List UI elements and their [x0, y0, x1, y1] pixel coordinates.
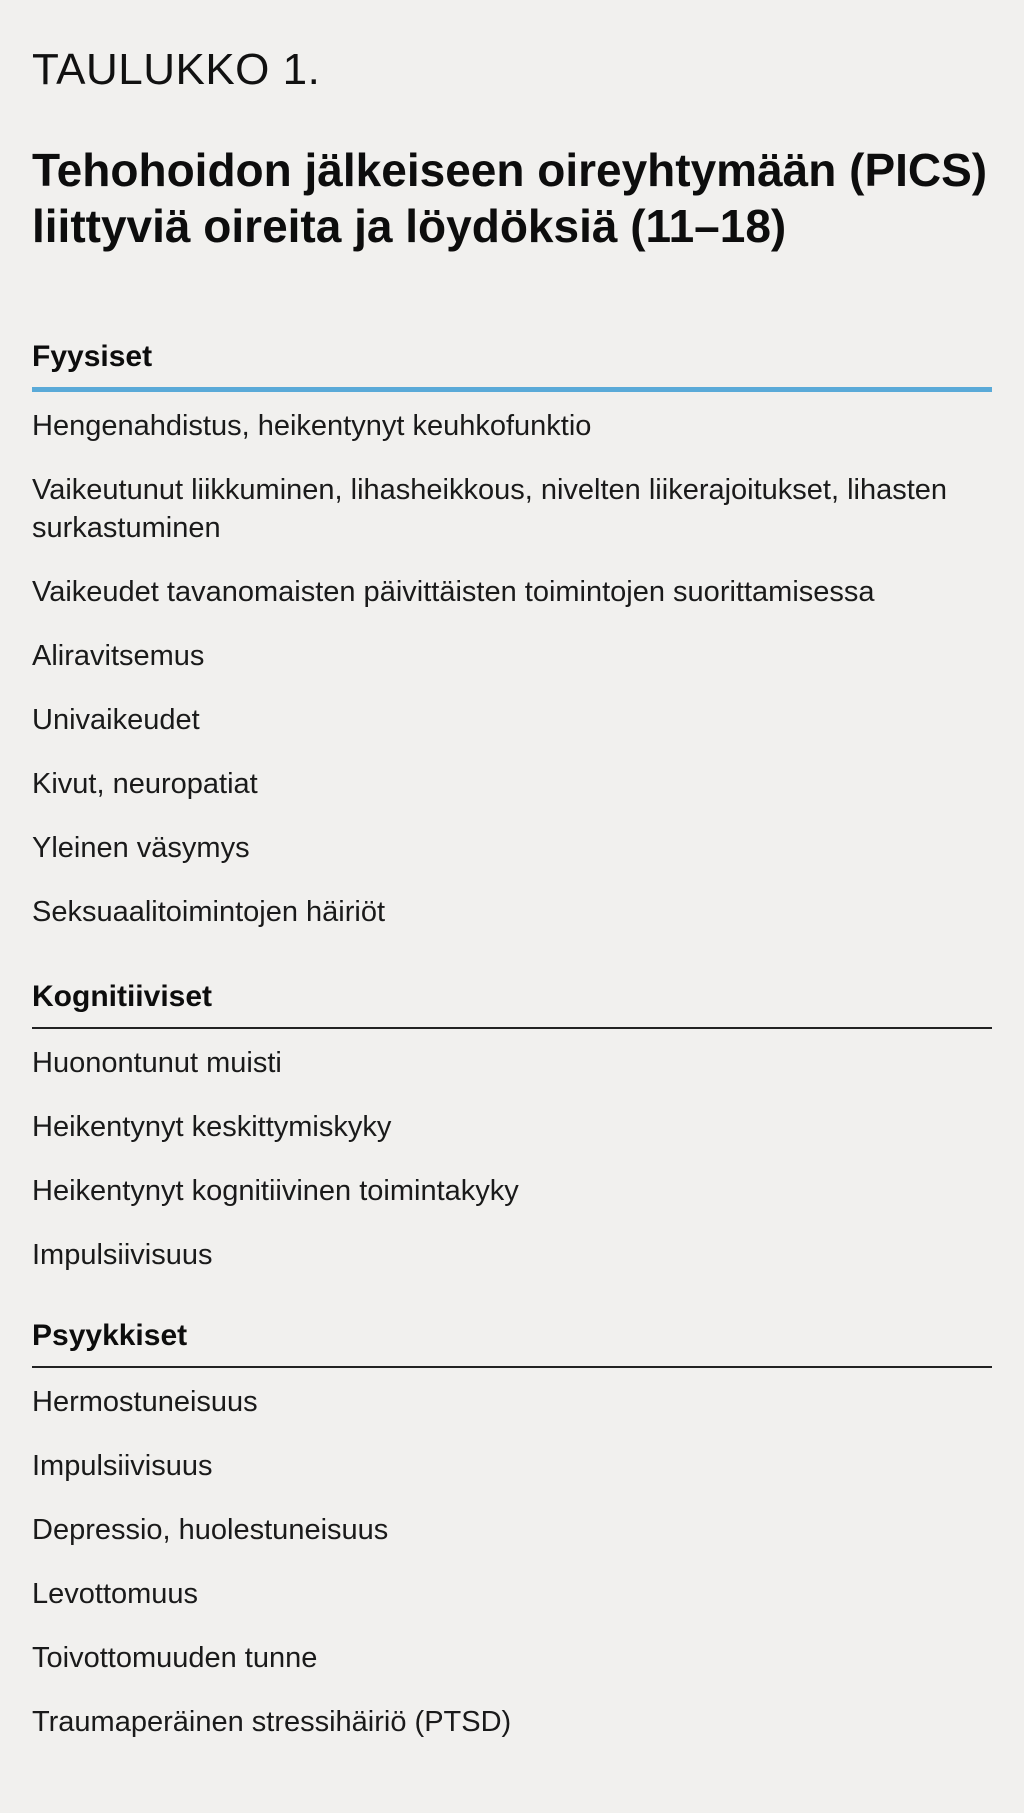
list-item: Yleinen väsymys — [32, 832, 250, 864]
list-item: Univaikeudet — [32, 704, 200, 736]
list-item: Hermostuneisuus — [32, 1386, 258, 1418]
list-item: Seksuaalitoimintojen häiriöt — [32, 896, 386, 928]
table-label: TAULUKKO 1. — [32, 45, 321, 94]
list-item: Levottomuus — [32, 1578, 199, 1610]
section-psychological — [32, 1316, 992, 1741]
section-heading-psychological: Psyykkiset — [32, 1319, 188, 1352]
cognitive-items-list — [32, 1029, 992, 1274]
section-physical — [32, 337, 992, 931]
section-heading-cognitive: Kognitiiviset — [32, 980, 213, 1013]
list-item: Vaikeudet tavanomaisten päivittäisten toimintojen suorittamisessa — [32, 576, 875, 608]
list-item: Impulsiivisuus — [32, 1450, 213, 1482]
section-heading-physical: Fyysiset — [32, 340, 153, 373]
list-item: Heikentynyt keskittymiskyky — [32, 1111, 392, 1143]
list-item: Vaikeutunut liikkuminen, lihasheikkous, nivelten liikerajoitukset, lihasten surkastuminen — [32, 474, 948, 544]
physical-items-list — [32, 392, 992, 931]
list-item: Toivottomuuden tunne — [32, 1642, 318, 1674]
table-title: Tehohoidon jälkeiseen oireyhtymään (PICS) liittyviä oireita ja löydöksiä (11–18) — [32, 144, 988, 252]
list-item: Depressio, huolestuneisuus — [32, 1514, 389, 1546]
psychological-items-list — [32, 1368, 992, 1741]
list-item: Impulsiivisuus — [32, 1239, 213, 1271]
list-item: Hengenahdistus, heikentynyt keuhkofunktio — [32, 410, 592, 442]
list-item: Aliravitsemus — [32, 640, 205, 672]
list-item: Traumaperäinen stressihäiriö (PTSD) — [32, 1706, 512, 1738]
list-item: Heikentynyt kognitiivinen toimintakyky — [32, 1175, 519, 1207]
section-cognitive — [32, 977, 992, 1274]
list-item: Huonontunut muisti — [32, 1047, 282, 1079]
list-item: Kivut, neuropatiat — [32, 768, 258, 800]
